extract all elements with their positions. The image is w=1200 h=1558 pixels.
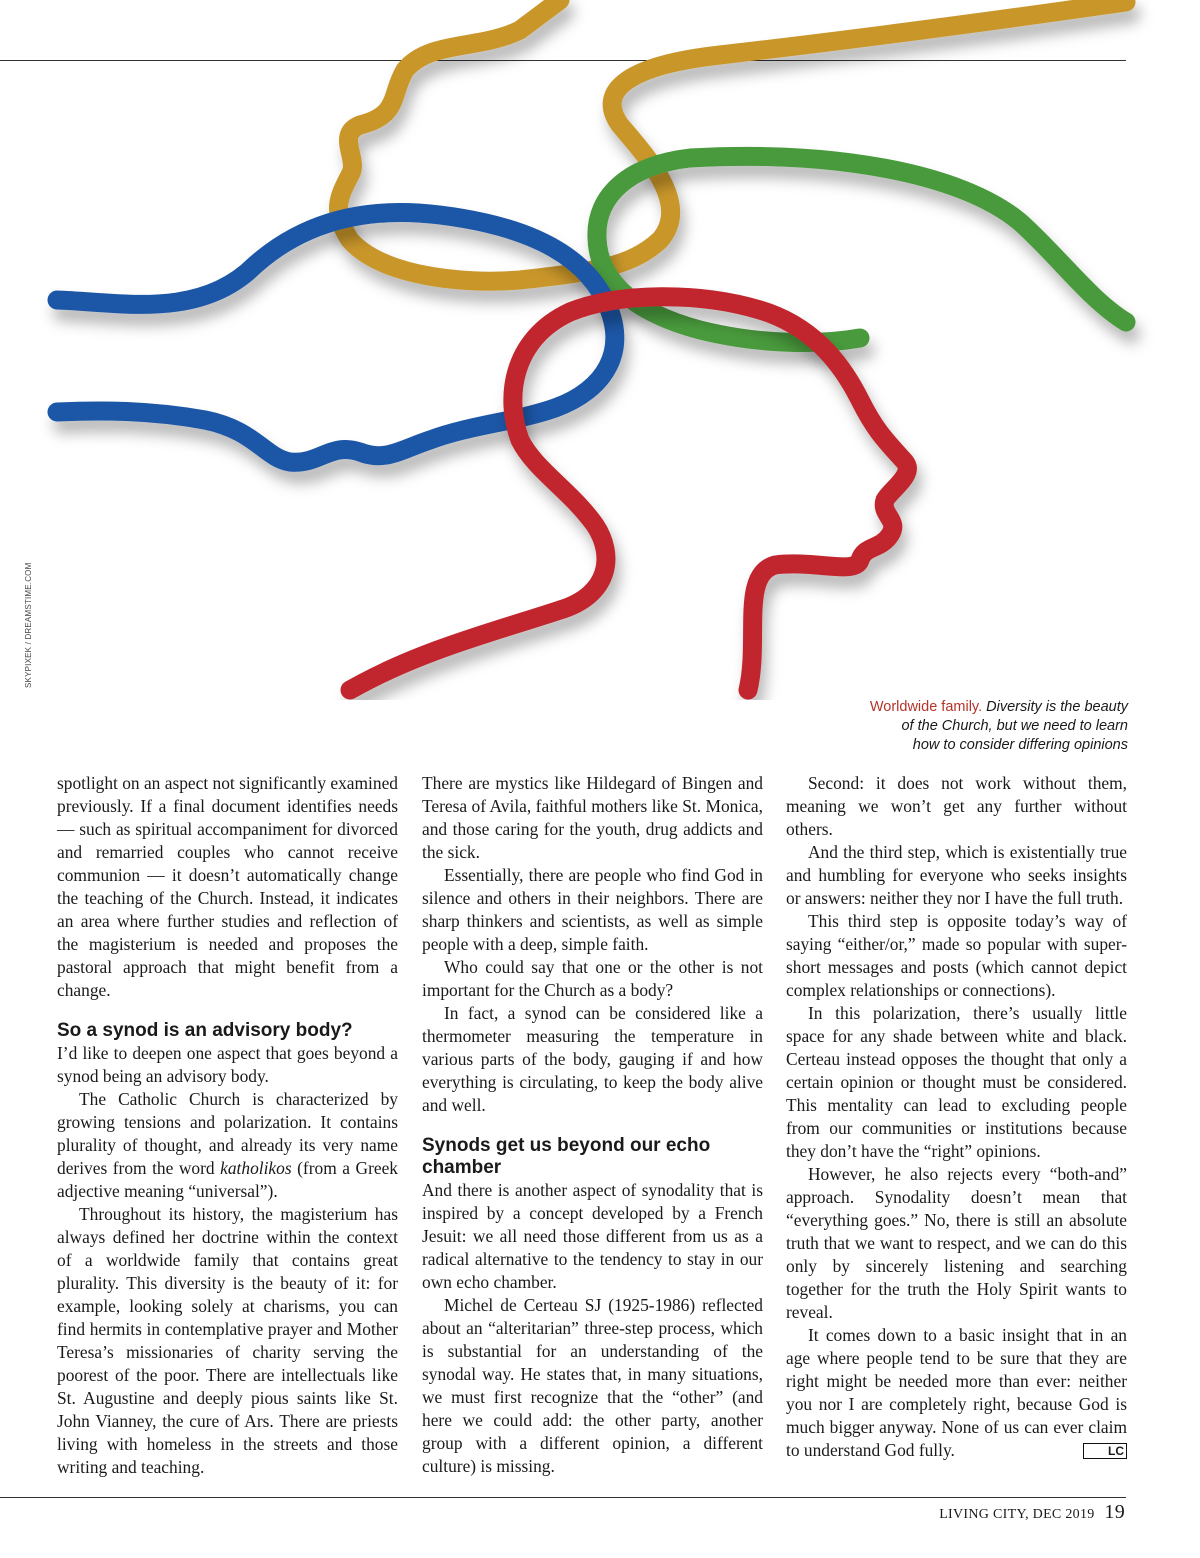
caption-text-2: of the Church, but we need to learn <box>901 718 1128 734</box>
red-head-outline <box>350 297 907 690</box>
text-run: (from a Greek adjective meaning “universal”). <box>57 1158 398 1201</box>
paragraph: Essentially, there are people who find God in silence and others in their neighbors. There are sharp thinkers and scientists, as well as simple people with a deep, simple faith. <box>422 865 763 954</box>
article-column-1 <box>57 772 398 1479</box>
paragraph: Who could say that one or the other is not important for the Church as a body? <box>422 957 763 1000</box>
paragraph: I’d like to deepen one aspect that goes beyond a synod being an advisory body. <box>57 1043 398 1086</box>
head-profiles-illustration <box>0 0 1200 700</box>
paragraph: And the third step, which is existentially true and humbling for everyone who seeks insights or answers: neither they nor I have the full truth. <box>786 842 1127 908</box>
publication-name: LIVING CITY, DEC 2019 <box>939 1507 1095 1522</box>
paragraph: Michel de Certeau SJ (1925-1986) reflected about an “alteritarian” three-step process, which is substantial for an understanding of the synodal way. He states that, in many situations, we must first recognize that the “other” (and here we could add: the other party, another group with a different opinion, a different culture) is missing. <box>422 1295 763 1476</box>
paragraph: There are mystics like Hildegard of Bingen and Teresa of Avila, faithful mothers like St. Monica, and those caring for the youth, drug addicts and the sick. <box>422 773 763 862</box>
page-footer <box>939 1501 1125 1524</box>
paragraph: spotlight on an aspect not significantly examined previously. If a final document identifies needs — such as spiritual accompaniment for divorced and remarried couples who cannot receive communion — it doesn’t automatically change the teaching of the Church. Instead, it indicates an area where further studies and reflection of the magisterium is needed and proposes the pastoral approach that might benefit from a change. <box>57 773 398 1000</box>
paragraph: In fact, a synod can be considered like a thermometer measuring the temperature in various parts of the body, gauging if and how everything is circulating, to keep the body alive and well. <box>422 1003 763 1115</box>
image-caption <box>708 698 1128 755</box>
article-column-2 <box>422 772 763 1478</box>
subheading-echo-chamber: Synods get us beyond our echo chamber <box>422 1135 711 1178</box>
paragraph: Second: it does not work without them, meaning we won’t get any further without others. <box>786 773 1127 839</box>
green-head-outline <box>597 156 1126 342</box>
gold-head-outline <box>338 0 1126 281</box>
bottom-rule <box>0 1497 1126 1498</box>
caption-text-1: Diversity is the beauty <box>986 699 1128 715</box>
text-run: The Catholic Church is characterized by growing tensions and polarization. It contains plurality of thought, and already its very name derives from the word <box>57 1089 398 1178</box>
end-mark-lc-logo: LC <box>1083 1443 1127 1459</box>
article-column-3 <box>786 772 1127 1462</box>
paragraph <box>786 1324 1127 1462</box>
caption-text-3: how to consider differing opinions <box>912 737 1128 753</box>
paragraph: Throughout its history, the magisterium has always defined her doctrine within the context of a worldwide family that contains great plurality. This diversity is the beauty of it: for example, looking solely at charisms, you can find hermits in contemplative prayer and Mother Teresa’s missionaries of charity serving the poorest of the poor. There are intellectuals like St. Augustine and deeply pious saints like St. John Vianney, the cure of Ars. There are priests living with homeless in the streets and those writing and teaching. <box>57 1204 398 1477</box>
paragraph: However, he also rejects every “both-and” approach. Synodality doesn’t mean that “everything goes.” No, there is still an absolute truth that we want to respect, and we can do this only by sincerely listening and searching together for the truth the Holy Spirit wants to reveal. <box>786 1164 1127 1322</box>
paragraph: In this polarization, there’s usually little space for any shade between white and black. Certeau instead opposes the thought that only a certain opinion or thought must be considered. This mentality can lead to excluding people from our communities or institutions because they don’t have the “right” opinions. <box>786 1003 1127 1161</box>
caption-lead: Worldwide family. <box>869 699 983 715</box>
paragraph: And there is another aspect of synodality that is inspired by a concept developed by a French Jesuit: we all need those different from us as a radical alternative to the tendency to stay in our own echo chamber. <box>422 1180 763 1292</box>
italic-term: katholikos <box>220 1158 292 1178</box>
subheading-advisory-body: So a synod is an advisory body? <box>57 1020 353 1041</box>
photo-credit: SKYPIXEK / DREAMSTIME.COM <box>24 562 33 688</box>
page-number: 19 <box>1104 1501 1125 1523</box>
text-run: It comes down to a basic insight that in an age where people tend to be sure that they are right might be needed more than ever: neither you nor I are completely right, because God is much bigger anyway. None of us can ever claim to understand God fully. <box>786 1325 1127 1460</box>
paragraph: This third step is opposite today’s way of saying “either/or,” made so popular with super-short messages and posts (which cannot depict complex relationships or connections). <box>786 911 1127 1000</box>
paragraph <box>57 1088 398 1203</box>
